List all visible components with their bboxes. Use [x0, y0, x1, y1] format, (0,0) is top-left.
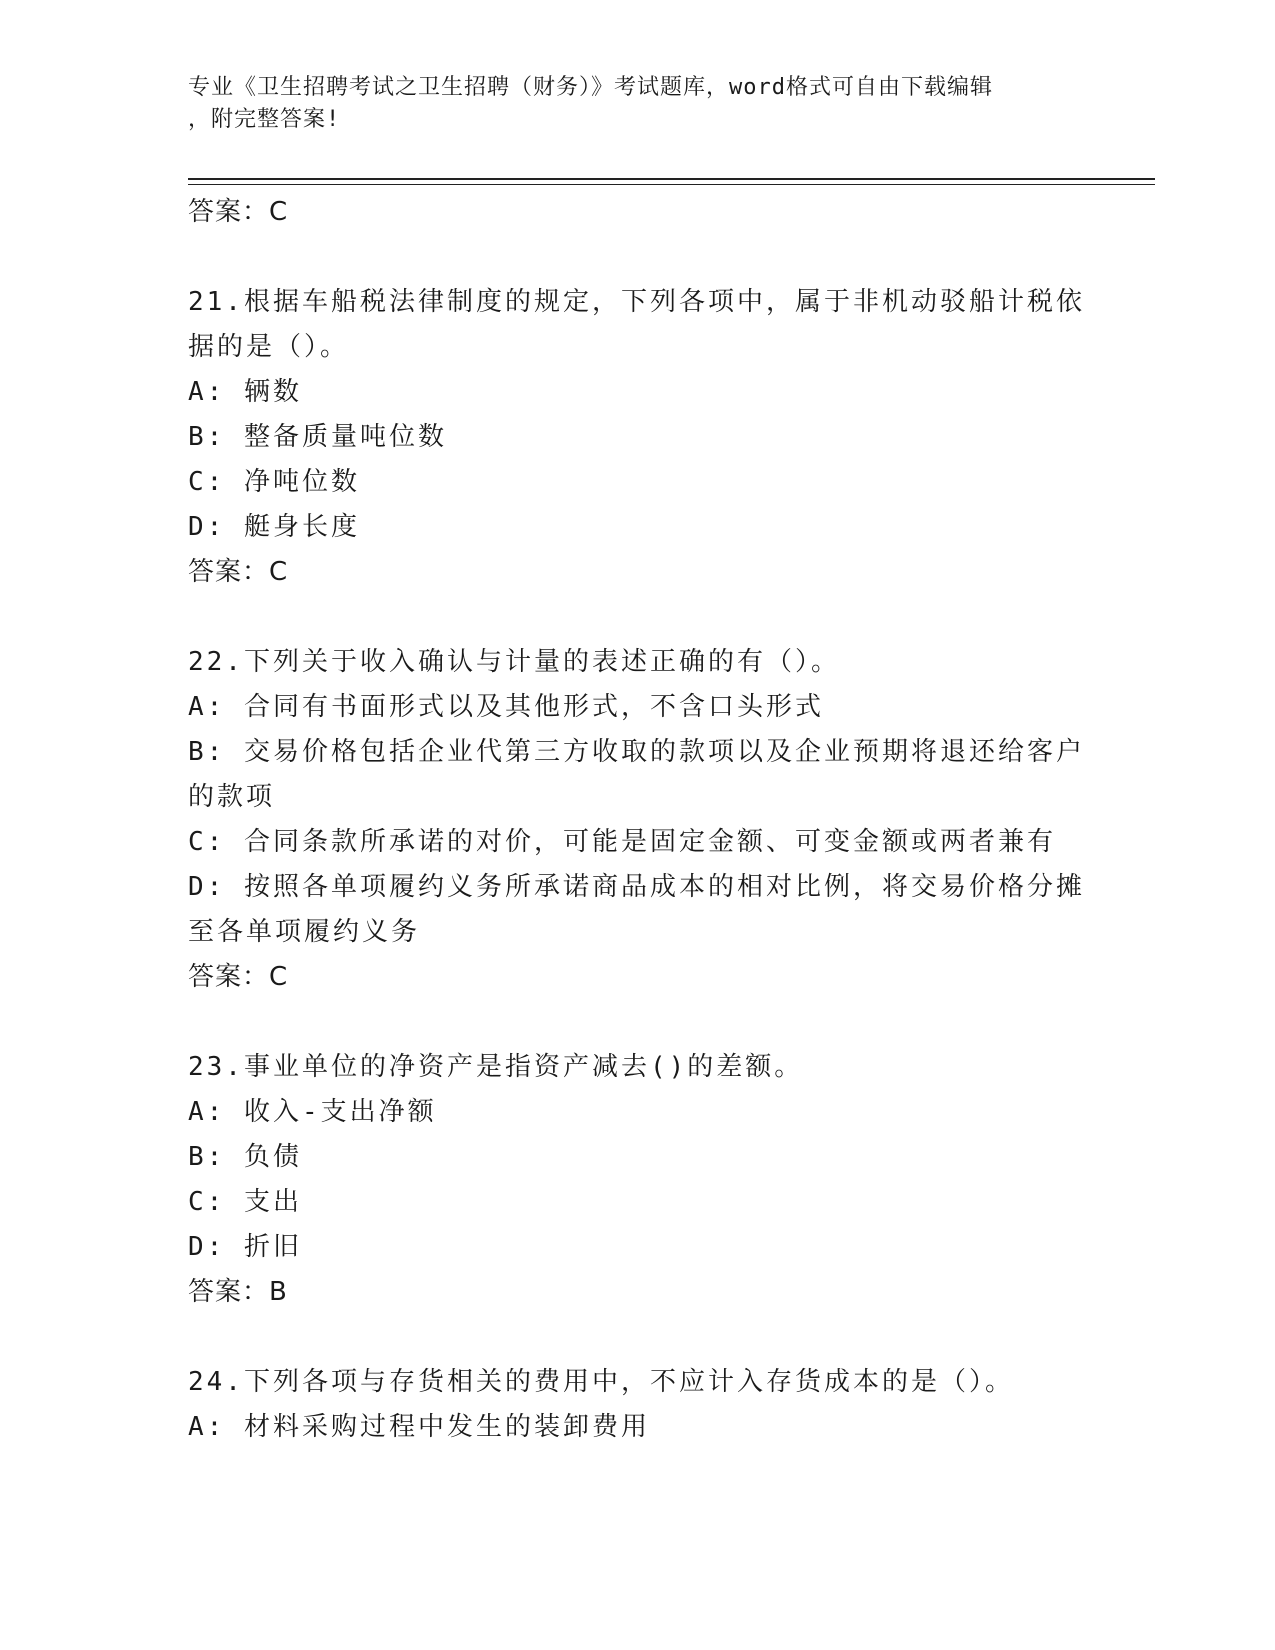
- question-22: [188, 640, 1088, 1000]
- option-b-continued: 的款项: [188, 782, 276, 812]
- option-a: A: 辆数: [188, 377, 302, 407]
- header-line-1: 专业《卫生招聘考试之卫生招聘（财务）》考试题库，word格式可自由下载编辑: [188, 75, 993, 100]
- spacer: [188, 595, 1088, 640]
- question-21: [188, 280, 1088, 595]
- page-header: [188, 72, 1068, 136]
- question-23: [188, 1045, 1088, 1315]
- answer-line: 答案：C: [188, 962, 289, 992]
- option-c: C: 合同条款所承诺的对价，可能是固定金额、可变金额或两者兼有: [188, 827, 1056, 857]
- spacer: [188, 235, 1088, 280]
- spacer: [188, 1315, 1088, 1360]
- option-d: D: 艇身长度: [188, 512, 360, 542]
- answer-line: 答案：C: [188, 557, 289, 587]
- option-b: B: 交易价格包括企业代第三方收取的款项以及企业预期将退还给客户: [188, 737, 1085, 767]
- header-rule-thick: [188, 178, 1155, 180]
- option-c: C: 净吨位数: [188, 467, 360, 497]
- option-a: A: 材料采购过程中发生的装卸费用: [188, 1412, 650, 1442]
- option-a: A: 合同有书面形式以及其他形式，不含口头形式: [188, 692, 824, 722]
- question-24: [188, 1360, 1088, 1450]
- question-stem: 21.根据车船税法律制度的规定，下列各项中，属于非机动驳船计税依: [188, 287, 1085, 317]
- option-b: B: 负债: [188, 1142, 302, 1172]
- question-stem-continued: 据的是（）。: [188, 332, 350, 362]
- header-rule-thin: [188, 184, 1155, 185]
- question-stem: 24.下列各项与存货相关的费用中，不应计入存货成本的是（）。: [188, 1367, 1014, 1397]
- answer-line: 答案：B: [188, 1277, 288, 1307]
- question-stem: 22.下列关于收入确认与计量的表述正确的有（）。: [188, 647, 840, 677]
- spacer: [188, 1000, 1088, 1045]
- question-stem: 23.事业单位的净资产是指资产减去()的差额。: [188, 1052, 804, 1082]
- option-d: D: 折旧: [188, 1232, 302, 1262]
- question-list: [188, 190, 1088, 1450]
- option-d: D: 按照各单项履约义务所承诺商品成本的相对比例，将交易价格分摊: [188, 872, 1085, 902]
- answer-line: 答案：C: [188, 197, 289, 227]
- header-line-2: ，附完整答案!: [188, 107, 341, 132]
- option-d-continued: 至各单项履约义务: [188, 917, 421, 947]
- option-c: C: 支出: [188, 1187, 302, 1217]
- option-a: A: 收入-支出净额: [188, 1097, 437, 1127]
- option-b: B: 整备质量吨位数: [188, 422, 447, 452]
